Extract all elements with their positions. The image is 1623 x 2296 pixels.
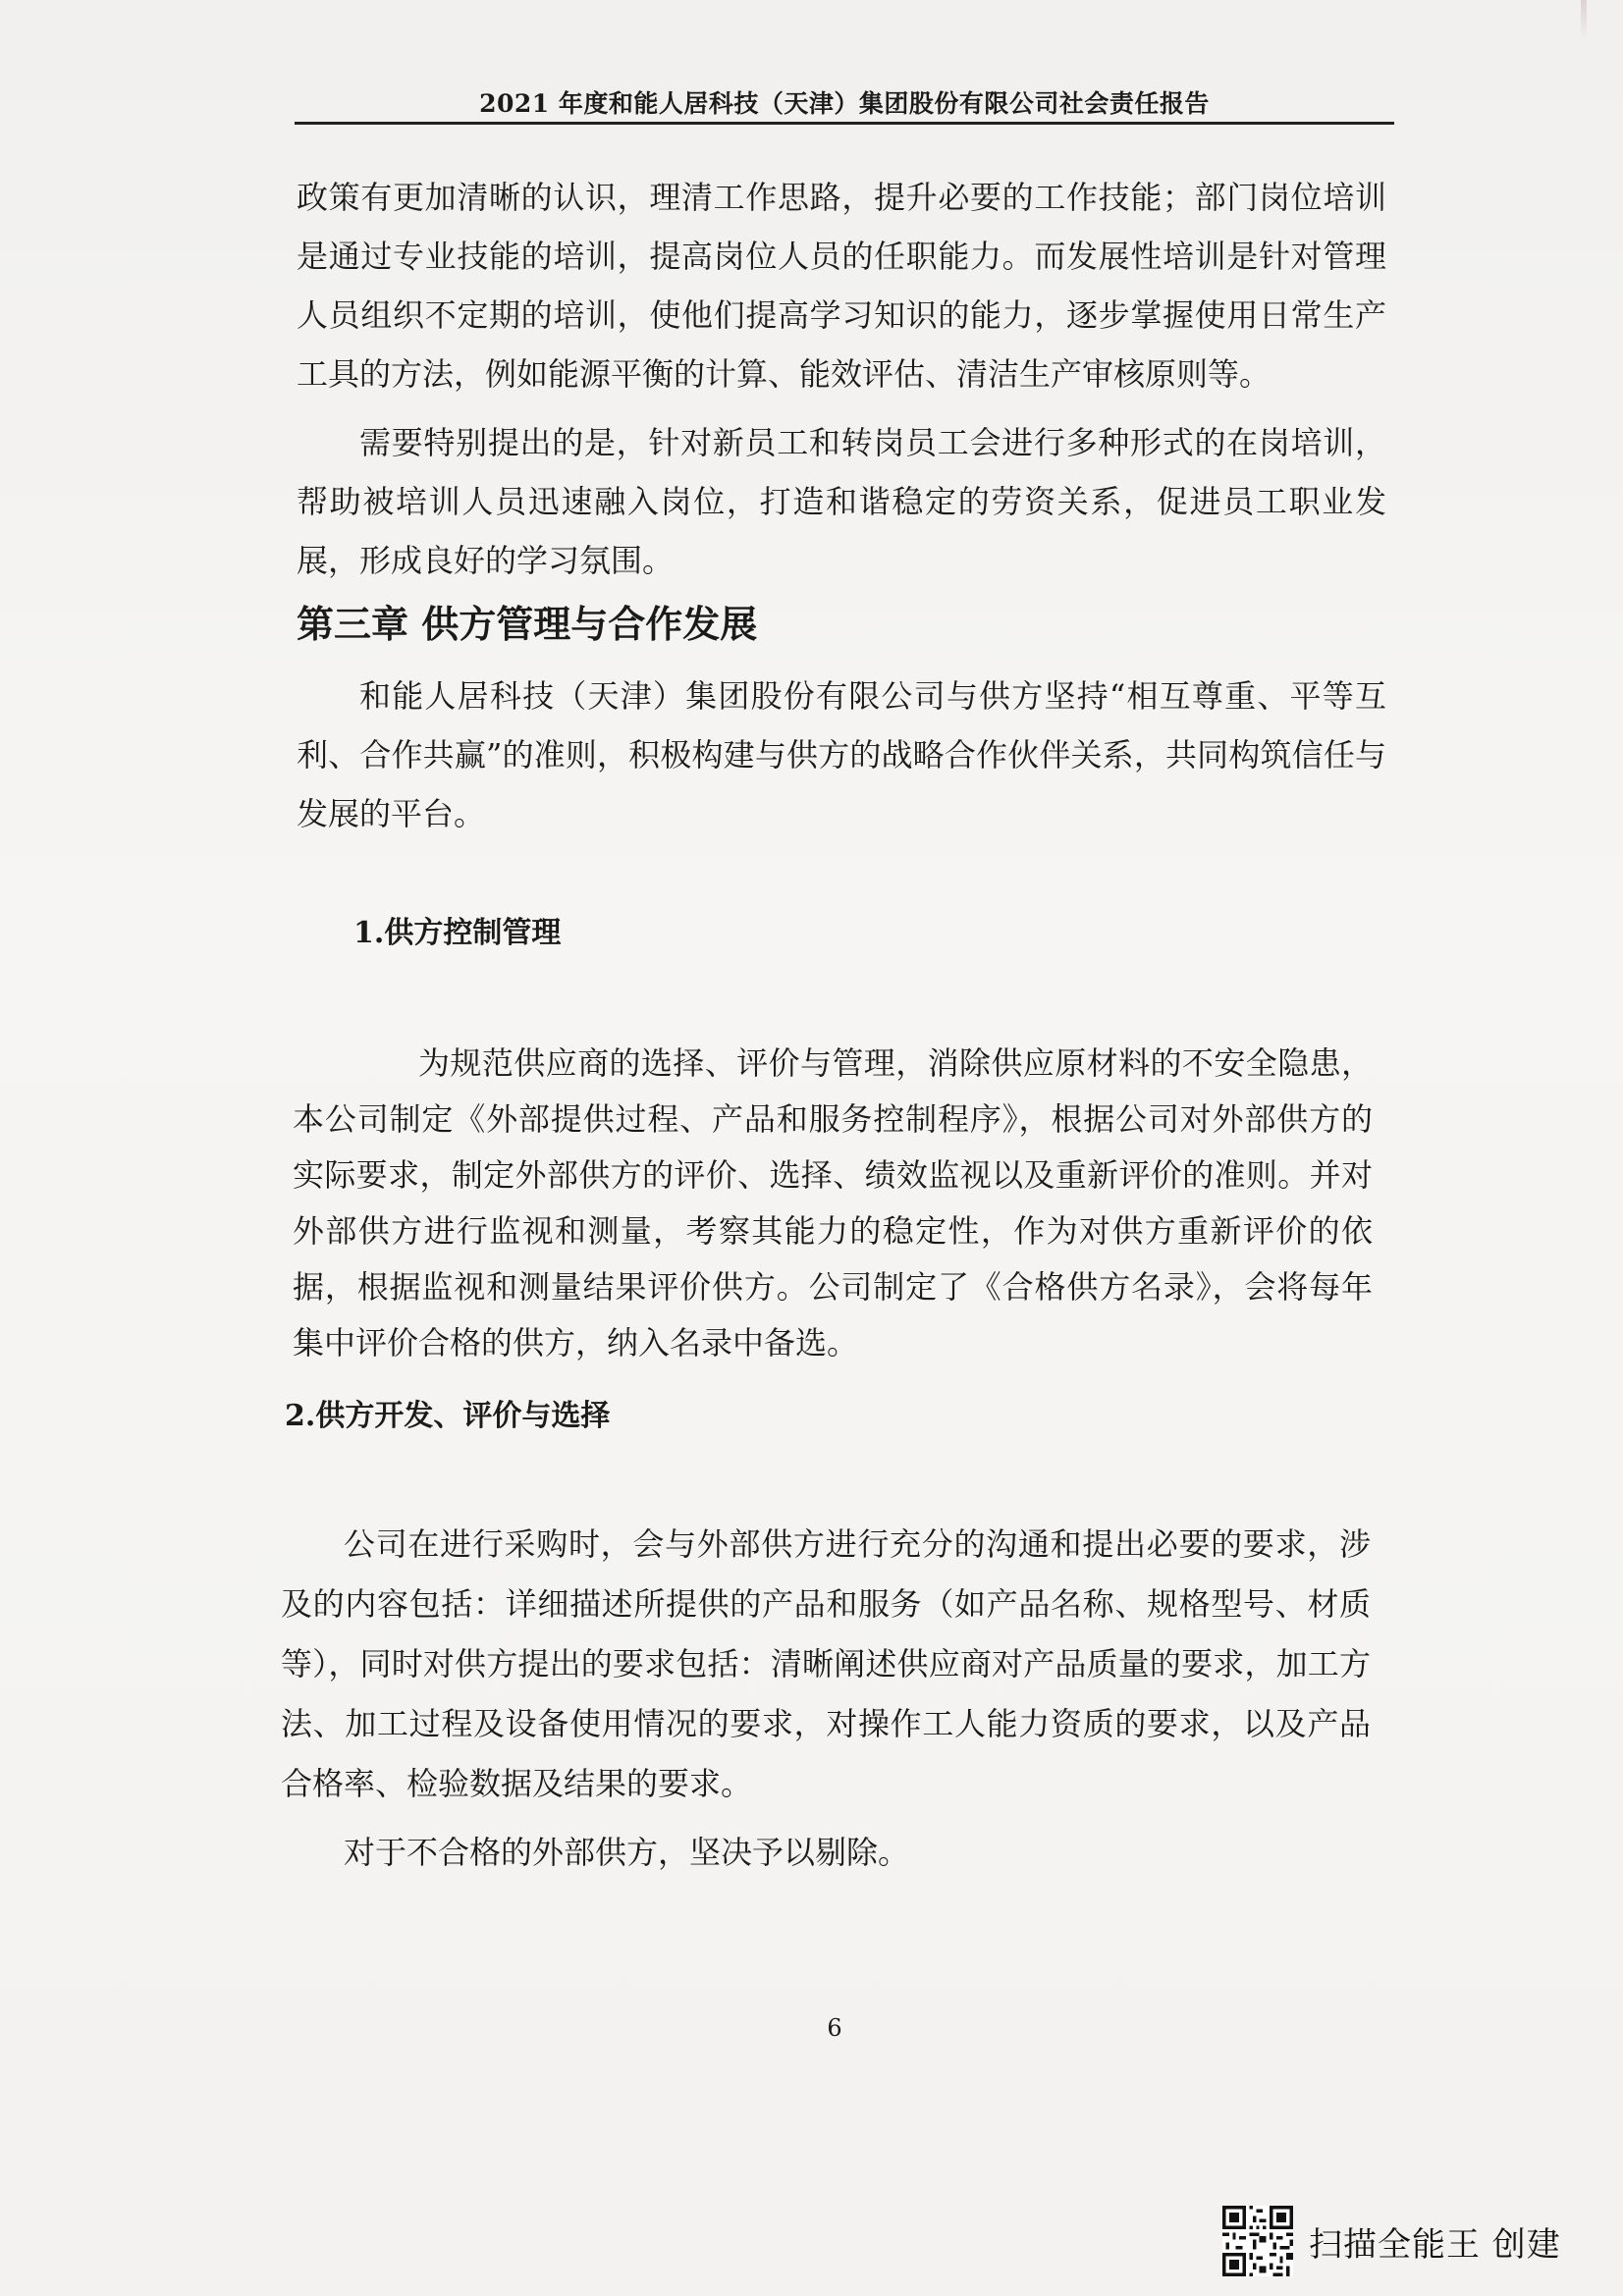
paragraph-onboarding-training: 需要特别提出的是，针对新员工和转岗员工会进行多种形式的在岗培训，帮助被培训人员迅速融入岗位，打造和谐稳定的劳资关系，促进员工职业发展，形成良好的学习氛围。 [297,424,1386,579]
paragraph-unqualified-suppliers: 对于不合格的外部供方，坚决予以剔除。 [344,1834,910,1871]
section-heading-supplier-control: 1.供方控制管理 [353,916,562,950]
qr-code-icon [1222,2206,1293,2276]
paragraph-supplier-principles: 和能人居科技（天津）集团股份有限公司与供方坚持“相互尊重、平等互利、合作共赢”的准则，积极构建与供方的战略合作伙伴关系，共同构筑信任与发展的平台。 [297,677,1386,832]
report-header-title: 2021 年度和能人居科技（天津）集团股份有限公司社会责任报告 [479,89,1210,118]
paragraph-procurement-requirements: 公司在进行采购时，会与外部供方进行充分的沟通和提出必要的要求，涉及的内容包括：详细描述所提供的产品和服务（如产品名称、规格型号、材质等），同时对供方提出的要求包括：清晰阐述供应商对产品质量的要求，加工方法、加工过程及设备使用情况的要求，对操作工人能力资质的要求，以及产品合格率、检验数据及结果的要求。 [281,1525,1371,1802]
chapter-title: 第三章 供方管理与合作发展 [297,602,758,646]
paragraph-supplier-control: 为规范供应商的选择、评价与管理，消除供应原材料的不安全隐患，本公司制定《外部提供过程、产品和服务控制程序》，根据公司对外部供方的实际要求，制定外部供方的评价、选择、绩效监视以及重新评价的准则。并对外部供方进行监视和测量，考察其能力的稳定性，作为对供方重新评价的依据，根据监视和测量结果评价供方。公司制定了《合格供方名录》，会将每年集中评价合格的供方，纳入名录中备选。 [293,1044,1373,1362]
page-number: 6 [827,2014,842,2042]
scanner-watermark [1222,2207,1561,2275]
scan-edge-mark [1581,0,1587,39]
header-divider [295,122,1394,125]
watermark-text: 扫描全能王 创建 [1309,2224,1561,2265]
section-heading-supplier-selection: 2.供方开发、评价与选择 [285,1399,611,1433]
paragraph-training-continued: 政策有更加清晰的认识，理清工作思路，提升必要的工作技能；部门岗位培训是通过专业技能的培训，提高岗位人员的任职能力。而发展性培训是针对管理人员组织不定期的培训，使他们提高学习知识的能力，逐步掌握使用日常生产工具的方法，例如能源平衡的计算、能效评估、清洁生产审核原则等。 [297,179,1386,393]
